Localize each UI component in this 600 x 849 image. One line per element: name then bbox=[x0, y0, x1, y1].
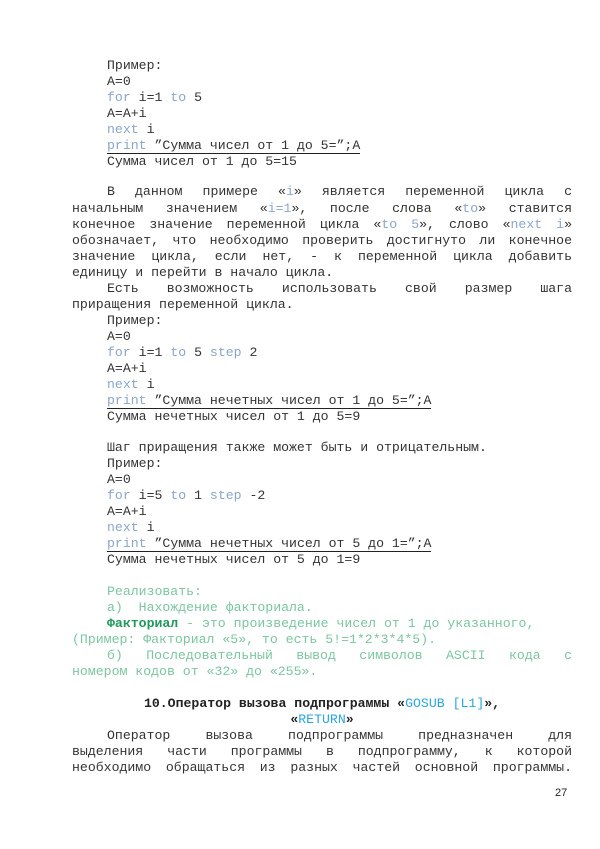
line-content bbox=[72, 664, 317, 679]
text-segment: » bbox=[345, 712, 354, 727]
line-content bbox=[290, 712, 353, 727]
line-content bbox=[107, 122, 154, 137]
text-line bbox=[72, 233, 572, 249]
line-content bbox=[107, 472, 131, 487]
line-content bbox=[107, 409, 360, 424]
underlined-code bbox=[107, 536, 431, 552]
underlined-code bbox=[107, 393, 431, 409]
text-line bbox=[107, 106, 572, 122]
text-line bbox=[107, 90, 572, 106]
text-line bbox=[107, 728, 572, 744]
text-line bbox=[107, 440, 572, 456]
text-segment: i bbox=[138, 377, 155, 392]
text-segment: i=5 bbox=[130, 488, 171, 503]
text-segment: номером кодов от «32» до «255». bbox=[72, 664, 318, 679]
keyword: to bbox=[170, 90, 187, 105]
line-content bbox=[107, 184, 572, 199]
keyword: next bbox=[107, 122, 139, 137]
text-segment: 2 bbox=[241, 345, 258, 360]
keyword: print bbox=[107, 138, 147, 153]
text-segment: » является переменной цикла с bbox=[293, 184, 573, 199]
text-line bbox=[107, 184, 572, 200]
text-line bbox=[107, 138, 572, 154]
line-content bbox=[107, 504, 147, 519]
line-content bbox=[72, 233, 572, 248]
text-segment: Пример: bbox=[107, 456, 163, 471]
line-content bbox=[72, 217, 572, 232]
text-line bbox=[72, 632, 572, 648]
text-segment: Сумма нечетных чисел от 5 до 1=9 bbox=[107, 552, 361, 567]
text-line bbox=[107, 122, 572, 138]
line-content bbox=[107, 377, 154, 392]
text-segment: A=0 bbox=[107, 74, 131, 89]
text-segment: A=0 bbox=[107, 472, 131, 487]
operator-name: GOSUB [L1] bbox=[405, 696, 485, 711]
text-line bbox=[107, 74, 572, 90]
keyword: for bbox=[107, 345, 131, 360]
text-segment: - это произведение чисел от 1 до указанного, bbox=[178, 616, 535, 631]
line-content bbox=[72, 297, 294, 312]
text-line bbox=[72, 760, 572, 776]
keyword: to 5 bbox=[381, 217, 420, 232]
line-content bbox=[107, 584, 202, 599]
line-content bbox=[107, 361, 147, 376]
line-content bbox=[107, 313, 162, 328]
keyword: to bbox=[462, 201, 479, 216]
text-segment: б) Последовательный вывод символов ASCII кода с bbox=[107, 648, 572, 663]
text-line bbox=[107, 313, 572, 329]
keyword: i bbox=[285, 184, 294, 199]
text-segment: », после слова « bbox=[291, 201, 463, 216]
text-segment: A=A+i bbox=[107, 504, 147, 519]
line-content bbox=[144, 696, 500, 711]
text-line bbox=[107, 377, 572, 393]
underlined-code bbox=[107, 138, 360, 154]
keyword: for bbox=[107, 90, 131, 105]
line-content bbox=[72, 201, 572, 216]
text-segment: i=1 bbox=[130, 90, 171, 105]
text-line bbox=[107, 472, 572, 488]
text-line bbox=[107, 552, 572, 568]
operator-name: RETURN bbox=[298, 712, 346, 727]
text-segment: -2 bbox=[241, 488, 266, 503]
line-content bbox=[107, 281, 572, 296]
text-segment: Факториал bbox=[107, 616, 179, 631]
text-segment: обозначает, что необходимо проверить достигнуто ли конечное bbox=[72, 233, 572, 248]
line-content bbox=[107, 552, 360, 567]
line-content bbox=[72, 249, 572, 264]
text-segment: ”Сумма нечетных чисел от 5 до 1=”;A bbox=[146, 536, 432, 551]
keyword: step bbox=[209, 345, 242, 360]
text-segment: начальным значением « bbox=[72, 201, 268, 216]
text-segment: значение цикла, если нет, - к переменной цикла добавить bbox=[72, 249, 572, 264]
line-content bbox=[107, 616, 534, 631]
text-line bbox=[107, 584, 572, 600]
text-line bbox=[72, 744, 572, 760]
text-line bbox=[107, 345, 572, 361]
line-content bbox=[107, 74, 131, 89]
line-content bbox=[107, 456, 162, 471]
line-content bbox=[107, 154, 297, 169]
line-content bbox=[107, 329, 131, 344]
text-segment: Сумма нечетных чисел от 1 до 5=9 bbox=[107, 409, 361, 424]
text-segment: приращения переменной цикла. bbox=[72, 297, 294, 312]
keyword: print bbox=[107, 536, 147, 551]
line-content bbox=[107, 600, 313, 615]
text-segment: « bbox=[290, 712, 299, 727]
line-content bbox=[107, 90, 202, 105]
text-line bbox=[72, 201, 572, 217]
text-line bbox=[107, 536, 572, 552]
text-segment: В данном примере « bbox=[107, 184, 286, 199]
text-segment: i=1 bbox=[130, 345, 171, 360]
text-line bbox=[72, 265, 572, 281]
line-content bbox=[107, 488, 265, 503]
text-segment: необходимо обращаться из разных частей основной программы. bbox=[72, 760, 572, 775]
text-line bbox=[72, 249, 572, 265]
text-line bbox=[107, 393, 572, 409]
text-segment: Сумма чисел от 1 до 5=15 bbox=[107, 154, 297, 169]
text-segment: ”Сумма чисел от 1 до 5=”;A bbox=[146, 138, 361, 153]
line-content bbox=[107, 440, 487, 455]
text-line bbox=[107, 58, 572, 74]
keyword: step bbox=[209, 488, 242, 503]
line-content bbox=[107, 106, 147, 121]
text-segment: 1 bbox=[186, 488, 210, 503]
text-segment: выделения части программы в подпрограмму, к которой bbox=[72, 744, 572, 759]
text-segment: i bbox=[138, 122, 155, 137]
text-line bbox=[72, 297, 572, 313]
text-line bbox=[107, 504, 572, 520]
section-heading-line bbox=[72, 696, 572, 712]
text-segment: » ставится bbox=[478, 201, 573, 216]
text-line bbox=[107, 616, 572, 632]
text-segment: Шаг приращения также может быть и отрицательным. bbox=[107, 440, 487, 455]
line-content bbox=[72, 760, 572, 775]
text-segment: Пример: bbox=[107, 313, 163, 328]
line-content bbox=[72, 744, 572, 759]
keyword: next bbox=[107, 520, 139, 535]
keyword: next i bbox=[510, 217, 565, 232]
text-segment: 10.Оператор вызова подпрограммы « bbox=[143, 696, 406, 711]
text-line bbox=[107, 520, 572, 536]
keyword: next bbox=[107, 377, 139, 392]
text-line bbox=[107, 361, 572, 377]
text-segment: Реализовать: bbox=[107, 584, 202, 599]
text-line bbox=[107, 648, 572, 664]
text-line bbox=[107, 456, 572, 472]
text-segment: Пример: bbox=[107, 58, 163, 73]
text-segment: конечное значение переменной цикла « bbox=[72, 217, 382, 232]
section-heading-line bbox=[72, 712, 572, 728]
text-line bbox=[107, 600, 572, 616]
text-segment: A=A+i bbox=[107, 361, 147, 376]
text-line bbox=[107, 409, 572, 425]
page-number: 27 bbox=[555, 787, 568, 799]
keyword: for bbox=[107, 488, 131, 503]
text-segment: A=0 bbox=[107, 329, 131, 344]
line-content bbox=[107, 58, 162, 73]
text-line bbox=[107, 488, 572, 504]
text-segment: Оператор вызова подпрограммы предназначен для bbox=[107, 728, 572, 743]
text-segment: Есть возможность использовать свой размер шага bbox=[107, 281, 572, 296]
line-content bbox=[107, 520, 154, 535]
text-segment: i bbox=[138, 520, 155, 535]
text-line bbox=[107, 154, 572, 170]
text-line bbox=[72, 217, 572, 233]
line-content bbox=[107, 728, 572, 743]
text-segment: единицу и перейти в начало цикла. bbox=[72, 265, 334, 280]
keyword: to bbox=[170, 345, 187, 360]
keyword: print bbox=[107, 393, 147, 408]
text-segment: », bbox=[484, 696, 501, 711]
text-line bbox=[107, 281, 572, 297]
line-content bbox=[72, 265, 333, 280]
keyword: to bbox=[170, 488, 187, 503]
line-content bbox=[107, 648, 572, 663]
text-segment: », слово « bbox=[419, 217, 511, 232]
line-content bbox=[72, 632, 436, 647]
line-content bbox=[107, 345, 257, 360]
text-segment: 5 bbox=[186, 345, 210, 360]
text-segment: а) Нахождение факториала. bbox=[107, 600, 313, 615]
text-segment: 5 bbox=[186, 90, 202, 105]
text-segment: ”Сумма нечетных чисел от 1 до 5=”;A bbox=[146, 393, 432, 408]
text-segment: (Пример: Факториал «5», то есть 5!=1*2*3*4*5). bbox=[72, 632, 437, 647]
text-line bbox=[72, 664, 572, 680]
text-segment: A=A+i bbox=[107, 106, 147, 121]
text-line bbox=[107, 329, 572, 345]
keyword: i=1 bbox=[267, 201, 292, 216]
text-segment: » bbox=[564, 217, 573, 232]
